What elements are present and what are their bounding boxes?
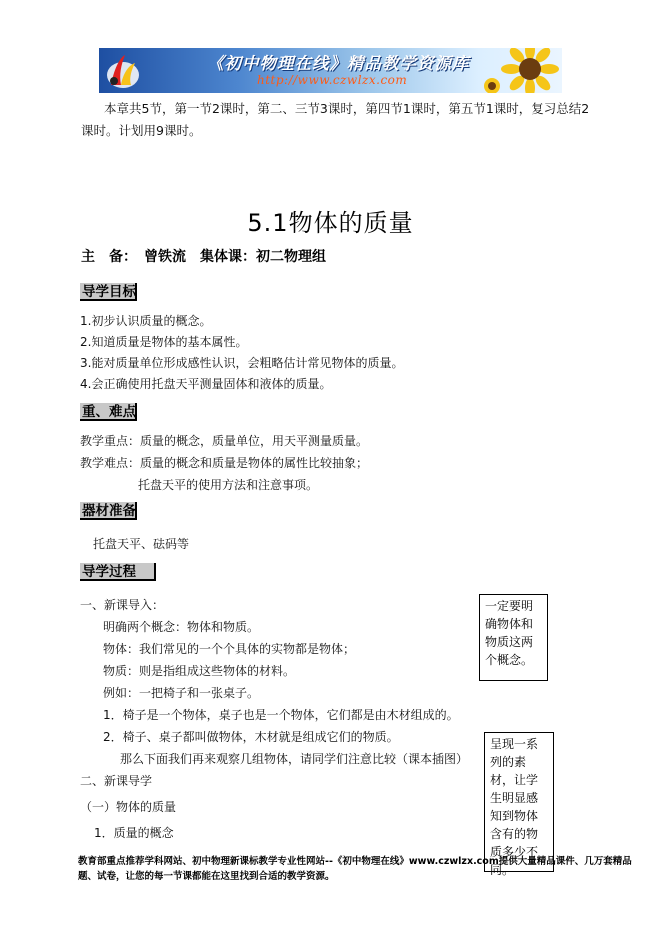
margin-note: 呈现一系列的素材，让学生明显感知到物体含有的物质多少不同。 (484, 732, 554, 872)
process-line: 明确两个概念：物体和物质。 (103, 620, 260, 634)
process-line: 物体：我们常见的一个个具体的实物都是物体； (103, 642, 356, 656)
difficulty-line: 托盘天平的使用方法和注意事项。 (138, 478, 319, 492)
process-line: 一、新课导入： (80, 598, 165, 612)
key-point-line: 教学重点：质量的概念，质量单位，用天平测量质量。 (80, 434, 369, 448)
goal-item: 4.会正确使用托盘天平测量固体和液体的质量。 (80, 377, 332, 391)
site-logo-icon (105, 51, 141, 91)
goal-item: 2.知道质量是物体的基本属性。 (80, 335, 248, 349)
process-line: 那么下面我们再来观察几组物体，请同学们注意比较（课本插图） (120, 752, 469, 766)
page-footer: 教育部重点推荐学科网站、初中物理新课标教学专业性网站--《初中物理在线》www.czwlzx.com提供大量精品课件、几万套精品题、试卷，让您的每一节课都能在这里找到合适的教学资源。 (78, 856, 632, 882)
process-line: 物质：则是指组成这些物体的材料。 (103, 664, 296, 678)
section-heading-goals: 导学目标 (82, 284, 136, 300)
process-line: 1．椅子是一个物体，桌子也是一个物体，它们都是由木材组成的。 (103, 708, 459, 722)
section-heading-key-points: 重、难点 (82, 404, 136, 420)
process-line: （一）物体的质量 (80, 800, 177, 814)
process-line: 2．椅子、桌子都叫做物体，木材就是组成它们的物质。 (103, 730, 399, 744)
header-banner (99, 48, 562, 93)
section-heading-equipment: 器材准备 (82, 503, 136, 519)
page-title: 5.1物体的质量 (247, 209, 414, 237)
goal-item: 1.初步认识质量的概念。 (80, 314, 212, 328)
sunflower-icon (484, 48, 560, 93)
banner-title: 《初中物理在线》精品教学资源库 (207, 54, 470, 73)
equipment-text: 托盘天平、砝码等 (93, 537, 190, 551)
process-line: 例如：一把椅子和一张桌子。 (103, 686, 260, 700)
intro-line-2: 课时。计划用9课时。 (81, 123, 202, 138)
banner-url[interactable]: http://www.czwlzx.com (257, 73, 408, 87)
intro-line-1: 本章共5节，第一节2课时，第二、三节3课时，第四节1课时，第五节1课时，复习总结2 (104, 101, 590, 116)
goal-item: 3.能对质量单位形成感性认识，会粗略估计常见物体的质量。 (80, 356, 404, 370)
margin-note: 一定要明确物体和物质这两个概念。 (479, 594, 548, 681)
process-line: 二、新课导学 (80, 774, 153, 788)
difficulty-line: 教学难点：质量的概念和质量是物体的属性比较抽象； (80, 456, 369, 470)
section-heading-process: 导学过程 (80, 563, 156, 581)
process-line: 1．质量的概念 (94, 826, 174, 840)
preparer-line: 主 备： 曾铁流 集体课：初二物理组 (81, 249, 326, 265)
